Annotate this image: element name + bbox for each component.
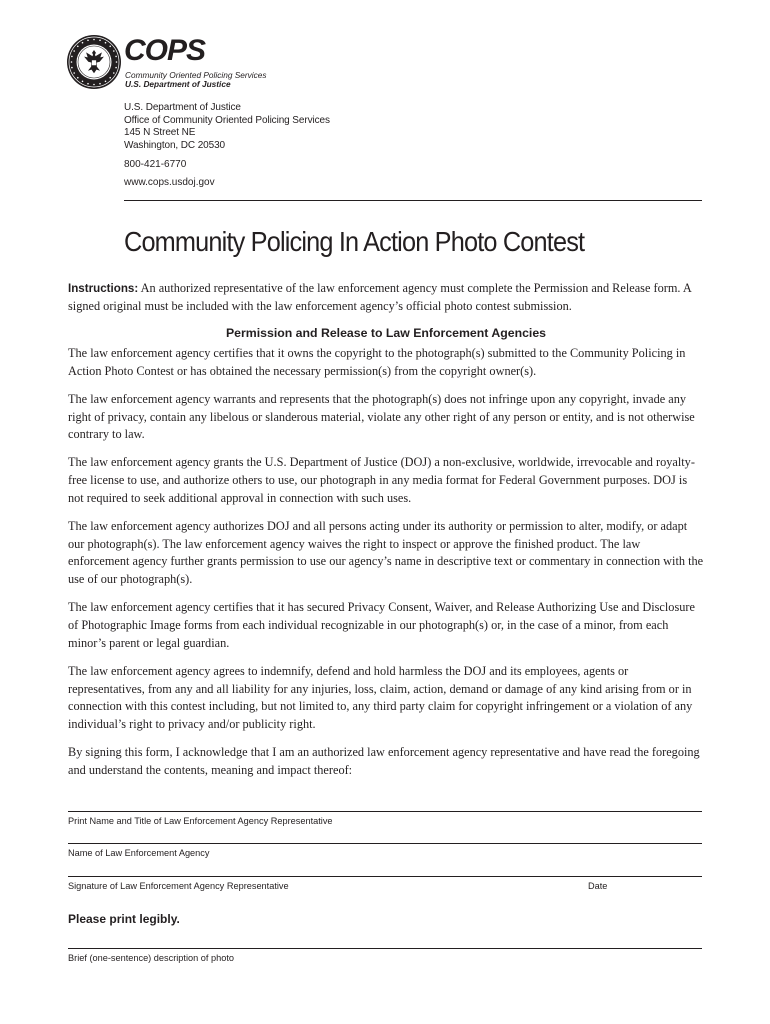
agency-name-label: Name of Law Enforcement Agency	[68, 848, 210, 858]
doj-seal-icon	[66, 34, 122, 90]
address-block	[124, 102, 330, 152]
website-link[interactable]: www.cops.usdoj.gov	[124, 176, 215, 188]
paragraph-license: The law enforcement agency grants the U.S. Department of Justice (DOJ) a non-exclusive, worldwide, irrevocable and royalty-free license to use, and authorize others to use, our photograph in any media format for Federal Government purposes. DOJ is not required to seek additional approval in connection with such uses.	[68, 455, 695, 505]
signature-label: Signature of Law Enforcement Agency Representative	[68, 881, 289, 891]
contact-block	[124, 159, 215, 189]
address-line: U.S. Department of Justice	[124, 102, 241, 113]
paragraph-indemnify: The law enforcement agency agrees to indemnify, defend and hold harmless the DOJ and its employees, agents or representatives, from any and all liability for any injuries, loss, claim, action, demand or damage of any kind arising from or in connection with this contest including, but not limited to, any third party claim for copyright infringement or a violation of any individual’s right to privacy and/or publicity right.	[68, 663, 693, 732]
phone-number: 800-421-6770	[124, 159, 187, 170]
cops-logo	[124, 34, 267, 92]
cops-logo-department: U.S. Department of Justice	[125, 79, 231, 89]
instructions	[68, 280, 704, 315]
form-body	[68, 280, 704, 790]
address-line: 145 N Street NE	[124, 127, 196, 138]
instructions-text: An authorized representative of the law enforcement agency must complete the Permission and Release form. A signed original must be included with the law enforcement agency’s official photo contest submission.	[68, 281, 692, 313]
paragraph-modify: The law enforcement agency authorizes DOJ and all persons acting under its authority or permission to alter, modify, or adapt our photograph(s). The law enforcement agency waives the right to inspect or approve the finished product. The law enforcement agency further grants permission to use our agency’s name in descriptive text or commentary in connection with the use of our photograph(s).	[68, 519, 704, 587]
signature-field[interactable]	[68, 876, 702, 892]
cops-wordmark: COPS	[124, 34, 206, 67]
name-title-label: Print Name and Title of Law Enforcement Agency Representative	[68, 816, 333, 826]
paragraph-acknowledge: By signing this form, I acknowledge that I am an authorized law enforcement agency representative and have read the foregoing and understand the contents, meaning and impact thereof:	[68, 745, 700, 777]
print-legibly-note: Please print legibly.	[68, 912, 180, 926]
agency-name-field[interactable]	[68, 843, 702, 859]
paragraph-copyright: The law enforcement agency certifies that it owns the copyright to the photograph(s) submitted to the Community Policing in Action Photo Contest or has obtained the necessary permission(s) from the copyright owner(s).	[68, 345, 686, 378]
page-title: Community Policing In Action Photo Contest	[124, 226, 585, 257]
cops-logo-subtitle: Community Oriented Policing Services	[125, 70, 267, 80]
name-title-field[interactable]	[68, 811, 702, 827]
address-line: Office of Community Oriented Policing Services	[124, 114, 330, 126]
paragraph-warranty: The law enforcement agency warrants and represents that the photograph(s) does not infringe upon any copyright, invade any right of privacy, contain any libelous or slanderous material, violate any other right of any person or entity, and is not otherwise contrary to law.	[68, 391, 695, 442]
section-heading: Permission and Release to Law Enforcement Agencies	[225, 325, 547, 340]
photo-description-label: Brief (one-sentence) description of photo	[68, 953, 234, 963]
date-label: Date	[588, 881, 608, 891]
instructions-label: Instructions:	[68, 282, 139, 295]
header-divider	[124, 200, 702, 201]
paragraph-privacy: The law enforcement agency certifies that it has secured Privacy Consent, Waiver, and Release Authorizing Use and Disclosure of Photographic Image forms from each individual recognizable in our photograph(s) or, in the case of a minor, from each minor’s parent or legal guardian.	[68, 600, 695, 650]
photo-description-field[interactable]	[68, 948, 702, 964]
address-line: Washington, DC 20530	[124, 139, 226, 151]
